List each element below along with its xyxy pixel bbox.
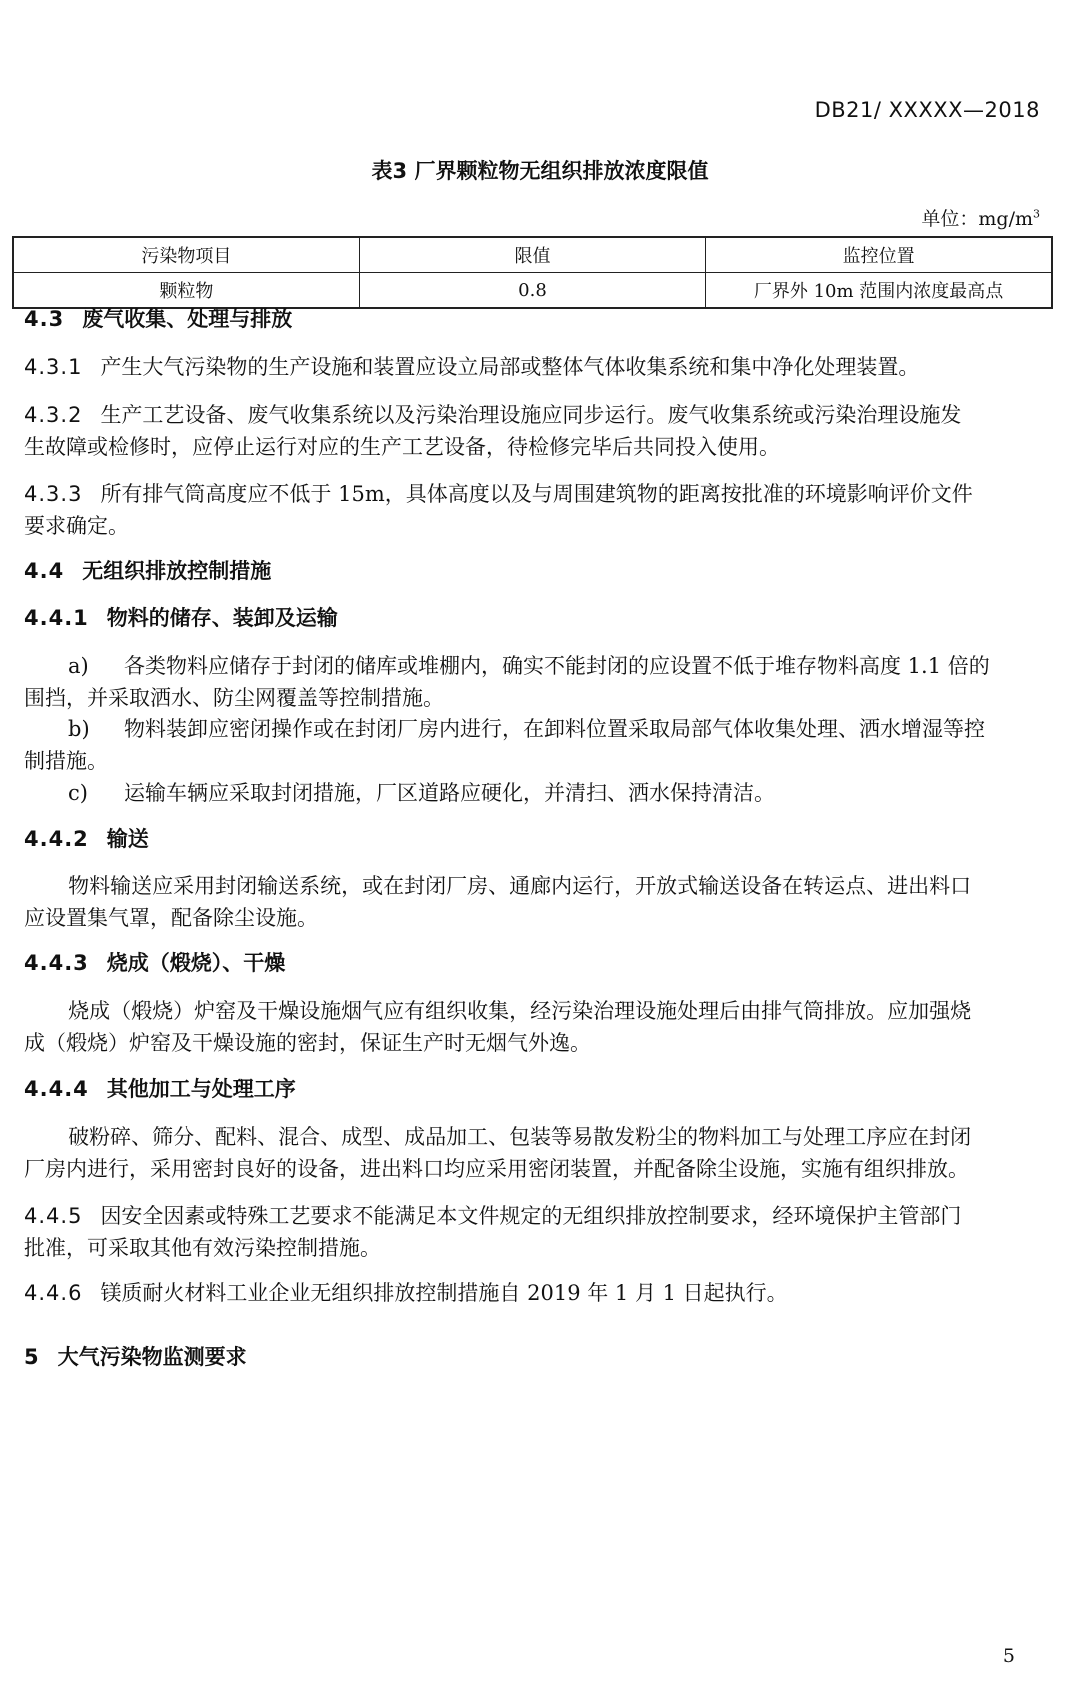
- subsection-heading: 4.4.4 其他加工与处理工序: [24, 1077, 296, 1101]
- table-header-row: [13, 237, 1052, 273]
- subsection-heading: 4.4.3 烧成（煅烧）、干燥: [24, 951, 286, 975]
- clause-4-3-2: 4.3.2 生产工艺设备、废气收集系统以及污染治理设施应同步运行。废气收集系统或污染治理设施发: [24, 403, 962, 427]
- page-number: 5: [1002, 1645, 1015, 1667]
- table-cell: 颗粒物: [13, 273, 359, 309]
- section-heading: 4.3 废气收集、处理与排放: [24, 307, 293, 331]
- clause-4-3-3: 4.3.3 所有排气筒高度应不低于 15m，具体高度以及与周围建筑物的距离按批准的环境影响评价文件: [24, 482, 973, 506]
- clause-4-4-6: 4.4.6 镁质耐火材料工业企业无组织排放控制措施自 2019 年 1 月 1 日起执行。: [24, 1281, 788, 1305]
- table-unit: 单位：$mg/m^3$: [921, 207, 1040, 230]
- paragraph: 物料输送应采用封闭输送系统，或在封闭厂房、通廊内运行，开放式输送设备在转运点、进出料口: [68, 874, 972, 898]
- list-item-c: c) 运输车辆应采取封闭措施，厂区道路应硬化，并清扫、洒水保持清洁。: [68, 781, 775, 805]
- table-header-cell: 污染物项目: [13, 237, 359, 273]
- list-item-a-cont: 围挡，并采取洒水、防尘网覆盖等控制措施。: [24, 686, 444, 710]
- section-heading: 4.4 无组织排放控制措施: [24, 559, 272, 583]
- table-cell: 0.8: [359, 273, 705, 309]
- list-item-a: a) 各类物料应储存于封闭的储库或堆棚内，确实不能封闭的应设置不低于堆存物料高度 1.1 倍的: [68, 654, 990, 678]
- subsection-heading: 4.4.2 输送: [24, 827, 149, 851]
- clause-4-4-5: 4.4.5 因安全因素或特殊工艺要求不能满足本文件规定的无组织排放控制要求，经环境保护主管部门: [24, 1204, 962, 1228]
- chapter-heading: 5 大气污染物监测要求: [24, 1345, 247, 1369]
- table-header-cell: 监控位置: [706, 237, 1052, 273]
- paragraph: 破粉碎、筛分、配料、混合、成型、成品加工、包装等易散发粉尘的物料加工与处理工序应在封闭: [68, 1125, 972, 1149]
- paragraph-cont: 应设置集气罩，配备除尘设施。: [24, 906, 318, 930]
- clause-4-3-1: 4.3.1 产生大气污染物的生产设施和装置应设立局部或整体气体收集系统和集中净化处理装置。: [24, 355, 920, 379]
- paragraph-cont: 成（煅烧）炉窑及干燥设施的密封，保证生产时无烟气外逸。: [24, 1031, 591, 1055]
- clause-4-3-3-cont: 要求确定。: [24, 514, 129, 538]
- clause-4-4-5-cont: 批准，可采取其他有效污染控制措施。: [24, 1236, 381, 1260]
- table-cell: 厂界外 10m 范围内浓度最高点: [706, 273, 1052, 309]
- paragraph: 烧成（煅烧）炉窑及干燥设施烟气应有组织收集，经污染治理设施处理后由排气筒排放。应加强烧: [68, 999, 972, 1023]
- subsection-heading: 4.4.1 物料的储存、装卸及运输: [24, 606, 338, 630]
- table-header-cell: 限值: [359, 237, 705, 273]
- paragraph-cont: 厂房内进行，采用密封良好的设备，进出料口均应采用密闭装置，并配备除尘设施，实施有组织排放。: [24, 1157, 969, 1181]
- list-item-b: b) 物料装卸应密闭操作或在封闭厂房内进行，在卸料位置采取局部气体收集处理、洒水增湿等控: [68, 717, 985, 741]
- limits-table: [12, 236, 1053, 309]
- clause-4-3-2-cont: 生故障或检修时，应停止运行对应的生产工艺设备，待检修完毕后共同投入使用。: [24, 435, 780, 459]
- table-title: 表3 厂界颗粒物无组织排放浓度限值: [371, 159, 709, 183]
- document-number: DB21/ XXXXX—2018: [814, 98, 1040, 122]
- list-item-b-cont: 制措施。: [24, 749, 108, 773]
